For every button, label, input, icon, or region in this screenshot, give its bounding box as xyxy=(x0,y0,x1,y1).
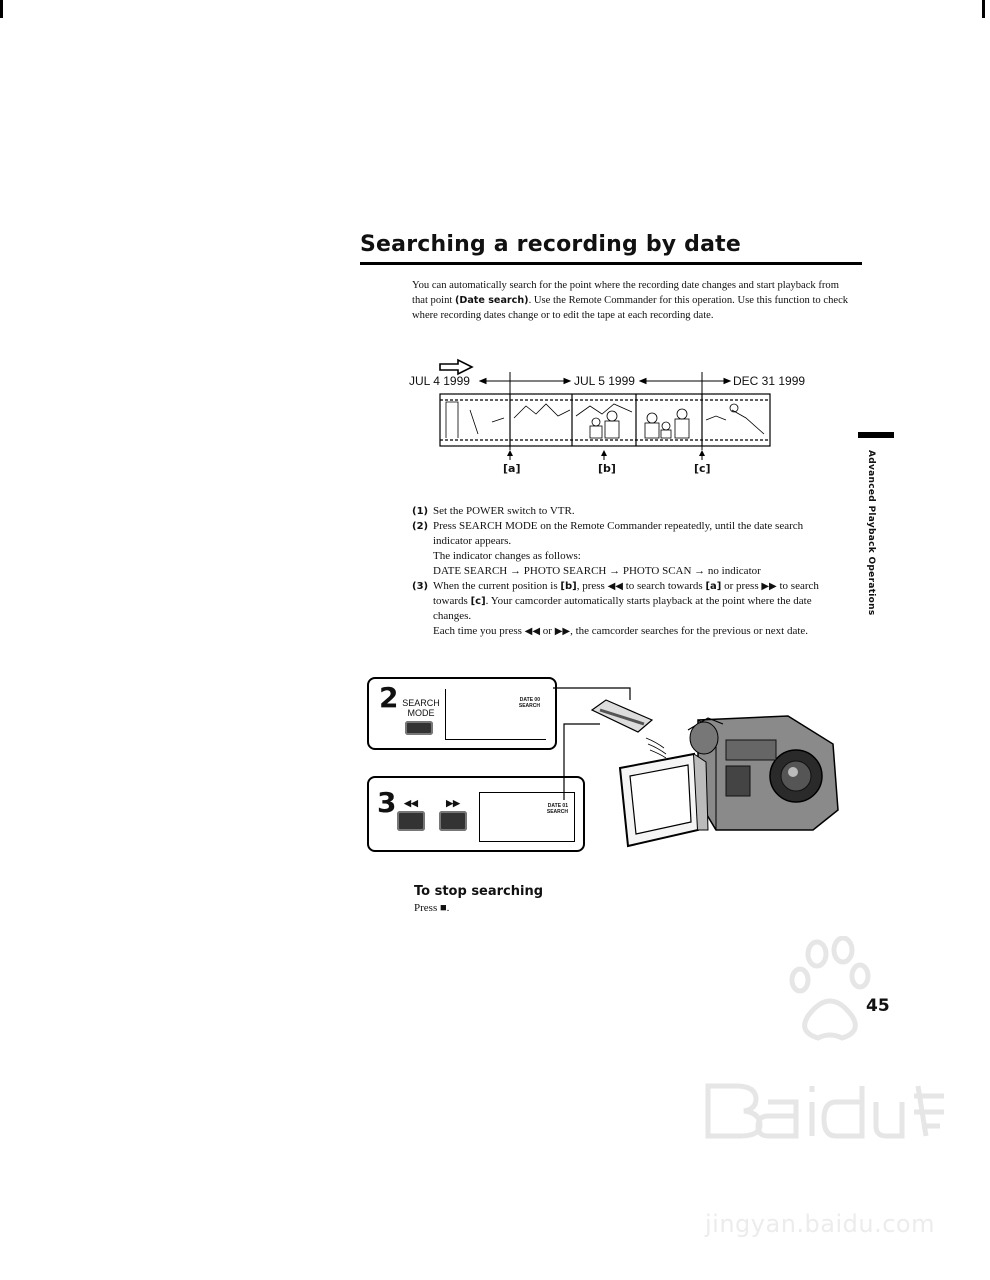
section-tab-marker xyxy=(858,432,894,438)
marker-b: [b] xyxy=(598,462,616,475)
title-rule xyxy=(360,262,862,265)
step-2-callout xyxy=(367,677,557,750)
lcd-screen-step-2 xyxy=(445,689,546,740)
baidu-watermark-logo xyxy=(696,936,946,1206)
timeline-date-start: JUL 4 1999 xyxy=(409,374,470,388)
prev-icon: ◀◀ xyxy=(404,798,418,808)
scan-edge-mark xyxy=(982,0,985,18)
step-3: (3) When the current position is [b], press ◀◀ to search towards [a] or press ▶▶ to search towards [c]. Your camcorder automatically starts playback at the point where the date changes. Each time you press ◀◀ or ▶▶, the camcorder searches for the previous or next date. xyxy=(412,580,819,637)
camcorder-illustration xyxy=(548,680,848,860)
marker-c: [c] xyxy=(694,462,711,475)
watermark-url: jingyan.baidu.com xyxy=(705,1210,935,1238)
stop-searching-heading: To stop searching xyxy=(414,884,544,899)
marker-arrows xyxy=(507,450,705,460)
callout-number-3: 3 xyxy=(377,786,397,819)
intro-paragraph: You can automatically search for the point where the recording date changes and start playback from that point (Date search). Use the Remote Commander for this operation. Use this function to check where recording dates change or to edit the tape at each recording date. xyxy=(412,280,849,321)
timeline-date-end: DEC 31 1999 xyxy=(733,374,806,388)
scan-edge-mark xyxy=(0,0,3,18)
page-title: Searching a recording by date xyxy=(360,232,741,257)
marker-a: [a] xyxy=(503,462,521,475)
lcd-date-search-00: DATE 00 SEARCH xyxy=(518,697,540,709)
stop-searching-text: Press ■. xyxy=(414,902,450,914)
lcd-date-search-01: DATE 01 SEARCH xyxy=(546,803,568,815)
camcorder-body-icon xyxy=(688,716,838,830)
search-mode-label: SEARCH MODE xyxy=(402,698,440,718)
timeline-date-middle: JUL 5 1999 xyxy=(574,374,635,388)
page-number: 45 xyxy=(866,996,890,1016)
film-strip xyxy=(440,394,770,446)
step-2: (2) Press SEARCH MODE on the Remote Commander repeatedly, until the date search indicator appears. The indicator changes as follows: DATE SEARCH → PHOTO SEARCH → PHOTO SCAN → no indicator xyxy=(412,520,804,577)
tape-direction-icon xyxy=(440,360,472,374)
next-button[interactable] xyxy=(439,811,467,831)
instruction-steps xyxy=(412,504,842,639)
lcd-panel-icon xyxy=(620,754,708,846)
section-side-label: Advanced Playback Operations xyxy=(866,450,876,616)
prev-button[interactable] xyxy=(397,811,425,831)
search-mode-button[interactable] xyxy=(405,721,433,735)
remote-commander-icon xyxy=(592,700,666,758)
step-1: (1) Set the POWER switch to VTR. xyxy=(412,505,575,517)
callout-number-2: 2 xyxy=(379,681,399,714)
next-icon: ▶▶ xyxy=(446,798,460,808)
